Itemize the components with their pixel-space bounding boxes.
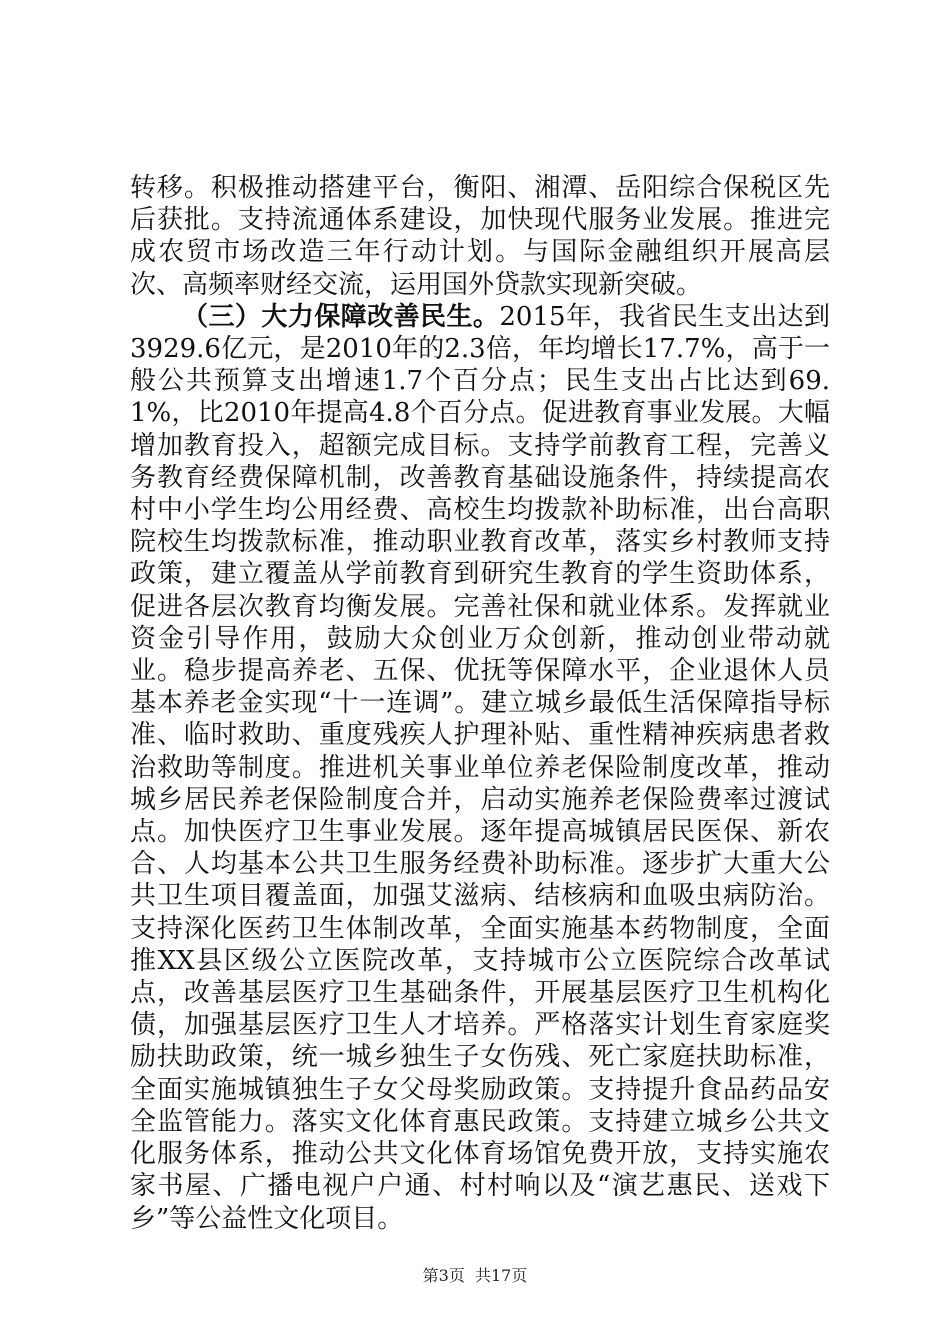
paragraph-text: 2015年，我省民生支出达到3929.6亿元，是2010年的2.3倍，年均增长17.7%，高于一般公共预算支出增速1.7个百分点；民生支出占比达到69.1%，比2010年提高4.8个百分点。促进教育事业发展。大幅增加教育投入，超额完成目标。支持学前教育工程，完善义务教育经费保障机制，改善教育基础设施条件，持续提高农村中小学生均公用经费、高校生均拨款补助标准，出台高职院校生均拨款标准，推动职业教育改革，落实乡村教师支持政策，建立覆盖从学前教育到研究生教育的学生资助体系，促进各层次教育均衡发展。完善社保和就业体系。发挥就业资金引导作用，鼓励大众创业万众创新，推动创业带动就业。稳步提高养老、五保、优抚等保障水平，企业退休人员基本养老金实现“十一连调”。建立城乡最低生活保障指导标准、临时救助、重度残疾人护理补贴、重性精神疾病患者救治救助等制度。推进机关事业单位养老保险制度改革，推动城乡居民养老保险制度合并，启动实施养老保险费率过渡试点。加快医疗卫生事业发展。逐年提高城镇居民医保、新农合、人均基本公共卫生服务经费补助标准。逐步扩大重大公共卫生项目覆盖面，加强艾滋病、结核病和血吸虫病防治。支持深化医药卫生体制改革，全面实施基本药物制度，全面推XX县区级公立医院改革，支持城市公立医院综合改革试点，改善基层医疗卫生基础条件，开展基层医疗卫生机构化债，加强基层医疗卫生人才培养。严格落实计划生育家庭奖励扶助政策，统一城乡独生子女伤残、死亡家庭扶助标准，全面实施城镇独生子女父母奖励政策。支持提升食品药品安全监管能力。落实文化体育惠民政策。支持建立城乡公共文化服务体系，推动公共文化体育场馆免费开放，支持实施农家书屋、广播电视户户通、村村响以及“演艺惠民、送戏下乡”等公益性文化项目。 xyxy=(130,301,830,1234)
paragraph-continued xyxy=(130,172,830,301)
paragraph-livelihood xyxy=(130,301,830,1235)
page-footer: 第3页 共17页 xyxy=(422,1266,528,1285)
paragraph-text: 转移。积极推动搭建平台，衡阳、湘潭、岳阳综合保税区先后获批。支持流通体系建设，加快现代服务业发展。推进完成农贸市场改造三年行动计划。与国际金融组织开展高层次、高频率财经交流，运用国外贷款实现新突破。 xyxy=(130,173,830,300)
section-heading: （三）大力保障改善民生。 xyxy=(182,301,500,332)
body-text xyxy=(130,172,830,1235)
